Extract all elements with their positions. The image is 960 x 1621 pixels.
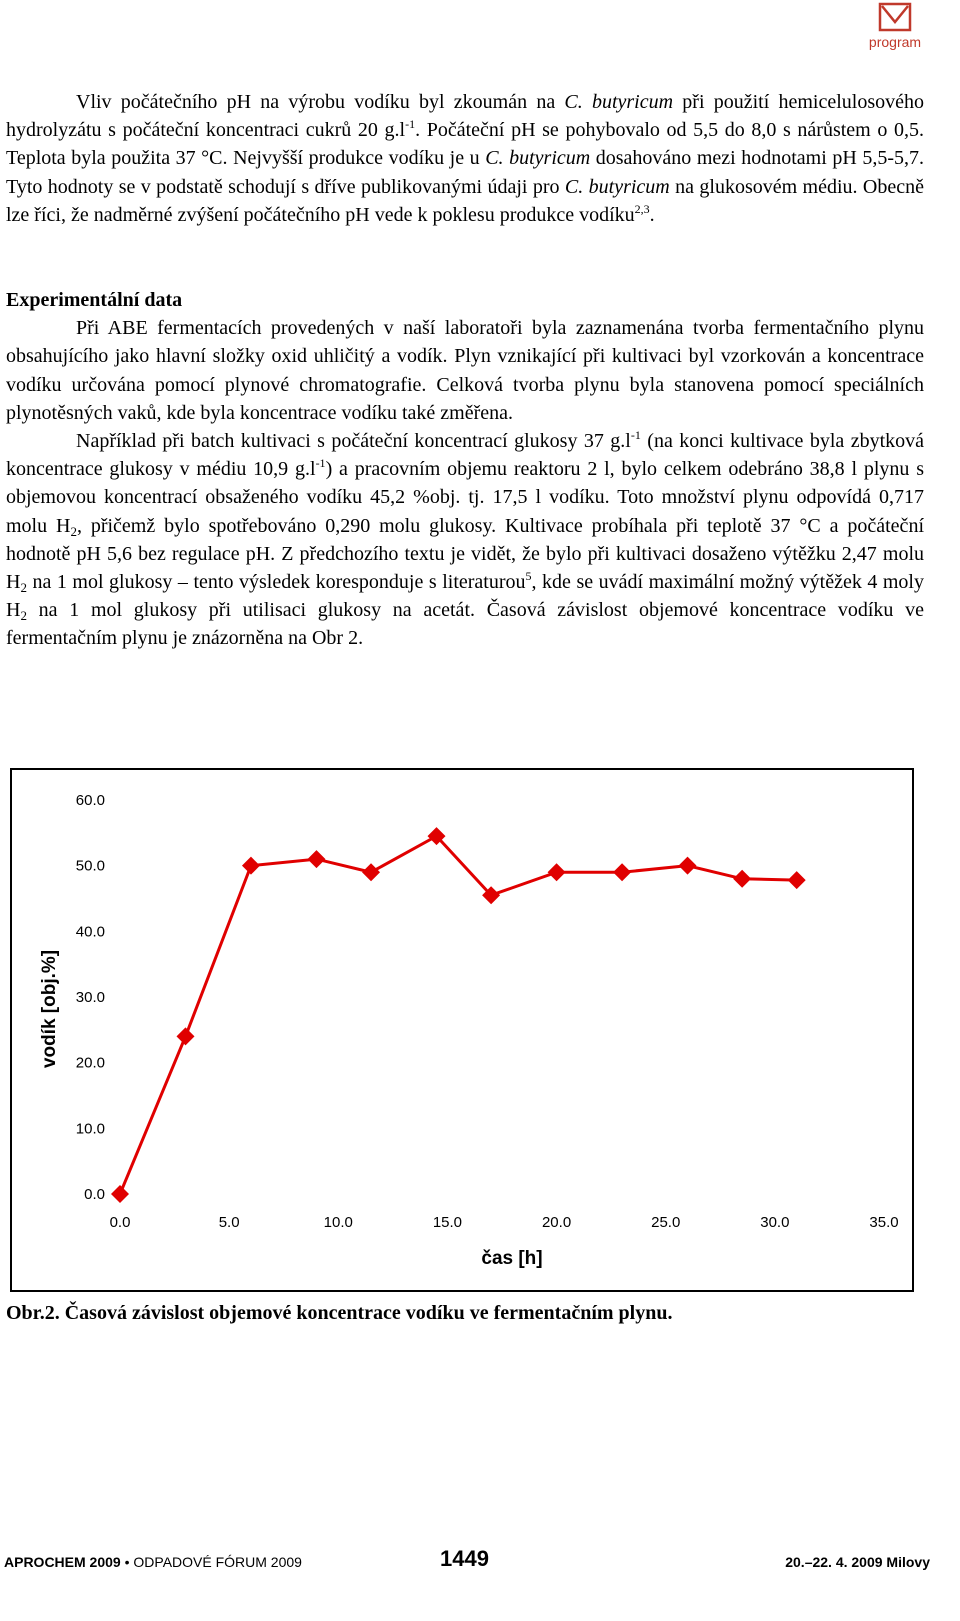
intro-paragraph: Vliv počátečního pH na výrobu vodíku byl zkoumán na C. butyricum při použití hemicelulosového hydrolyzátu s počáteční koncentraci cukrů 20 $g.l^{-1}$. Počáteční pH se pohybovalo od 5,5 do 8,0 s nárůstem o 0,5. Teplota byla použita 37 °C. Nejvyšší produkce vodíku je u C. butyricum dosahováno mezi hodnotami pH 5,5-5,7. Tyto hodnoty se v podstatě schodují s dříve publikovanými údaji pro C. butyricum na glukosovém médiu. Obecně lze říci, že nadměrné zvýšení počátečního pH vede k poklesu produkce vodíku$^{2,3}$.	[6, 91, 924, 226]
data-point	[788, 871, 806, 889]
data-point	[242, 857, 260, 875]
chart-svg	[12, 770, 912, 1290]
x-axis-title: čas [h]	[481, 1248, 543, 1269]
x-tick-label: 0.0	[109, 1214, 131, 1231]
x-tick-label: 20.0	[541, 1214, 572, 1231]
y-tick-label: 10.0	[75, 1120, 105, 1138]
data-point	[548, 863, 566, 881]
triangle-frame-icon	[878, 2, 912, 32]
x-tick-label: 10.0	[323, 1214, 353, 1231]
y-tick-label: 50.0	[75, 857, 105, 875]
footer-date: 20.–22. 4. 2009 Milovy	[785, 1554, 930, 1570]
section-heading: Experimentální data	[6, 289, 183, 311]
footer-left: APROCHEM 2009 • ODPADOVÉ FÓRUM 2009	[4, 1554, 302, 1570]
program-logo[interactable]	[860, 2, 930, 50]
experimental-section	[6, 286, 924, 653]
data-point	[679, 857, 697, 875]
paragraph-2: Při ABE fermentacích provedených v naší laboratoři byla zaznamenána tvorba fermentačního plynu obsahujícího jako hlavní složky oxid uhličitý a vodík. Plyn vznikající při kultivaci byl vzorkován a koncentrace vodíku určována pomocí plynové chromatografie. Celková tvorba plynu byla stanovena pomocí speciálních plynotěsných vaků, kde byla koncentrace vodíku také změřena.	[6, 317, 924, 424]
program-label: program	[868, 34, 922, 50]
x-tick-label: 5.0	[218, 1214, 240, 1231]
y-tick-label: 40.0	[75, 923, 105, 941]
series-line	[120, 836, 797, 1194]
x-tick-label: 25.0	[651, 1214, 681, 1231]
data-point	[362, 863, 380, 881]
y-tick-label: 30.0	[75, 989, 105, 1006]
paragraph-3: Například při batch kultivaci s počáteční koncentrací glukosy 37 $g.l^{-1}$ (na konci kultivace byla zbytková koncentrace glukosy v médiu 10,9 $g.l^{-1}$) a pracovním objemu reaktoru 2 l, bylo celkem odebráno 38,8 l plynu s objemovou koncentrací obsaženého vodíku 45,2 %obj. tj. 17,5 l vodíku. Toto množství plynu odpovídá 0,717 molu $H_2$, přičemž bylo spotřebováno 0,290 molu glukosy. Kultivace probíhala při teplotě 37 °C a počáteční hodnotě pH 5,6 bez regulace pH. Z předchozího textu je vidět, že bylo při kultivaci dosaženo výtěžku 2,47 molu $H_2$ na 1 mol glukosy – tento výsledek koresponduje s literaturou$^5$, kde se uvádí maximální možný výtěžek 4 moly $H_2$ na 1 mol glukosy při utilisaci glukosy na acetát. Časová závislost objemové koncentrace vodíku ve fermentačním plynu je znázorněna na Obr 2.	[6, 428, 925, 650]
y-tick-label: 20.0	[75, 1054, 105, 1072]
data-point	[176, 1027, 194, 1045]
hydrogen-chart	[10, 768, 914, 1292]
y-tick-label: 0.0	[84, 1186, 105, 1203]
data-point	[111, 1185, 129, 1203]
x-tick-label: 35.0	[869, 1214, 899, 1231]
data-point	[613, 863, 631, 881]
figure-caption: Obr.2. Časová závislost objemové koncentrace vodíku ve fermentačním plynu.	[6, 1302, 673, 1324]
y-axis-title: vodík [obj.%]	[39, 949, 60, 1069]
page-footer	[4, 1542, 930, 1572]
y-tick-label: 60.0	[75, 792, 105, 809]
x-tick-label: 30.0	[760, 1214, 790, 1231]
data-point	[307, 850, 325, 868]
x-tick-label: 15.0	[432, 1214, 463, 1231]
page-number: 1449	[440, 1546, 489, 1571]
intro-text	[6, 88, 924, 229]
data-point	[733, 870, 751, 888]
